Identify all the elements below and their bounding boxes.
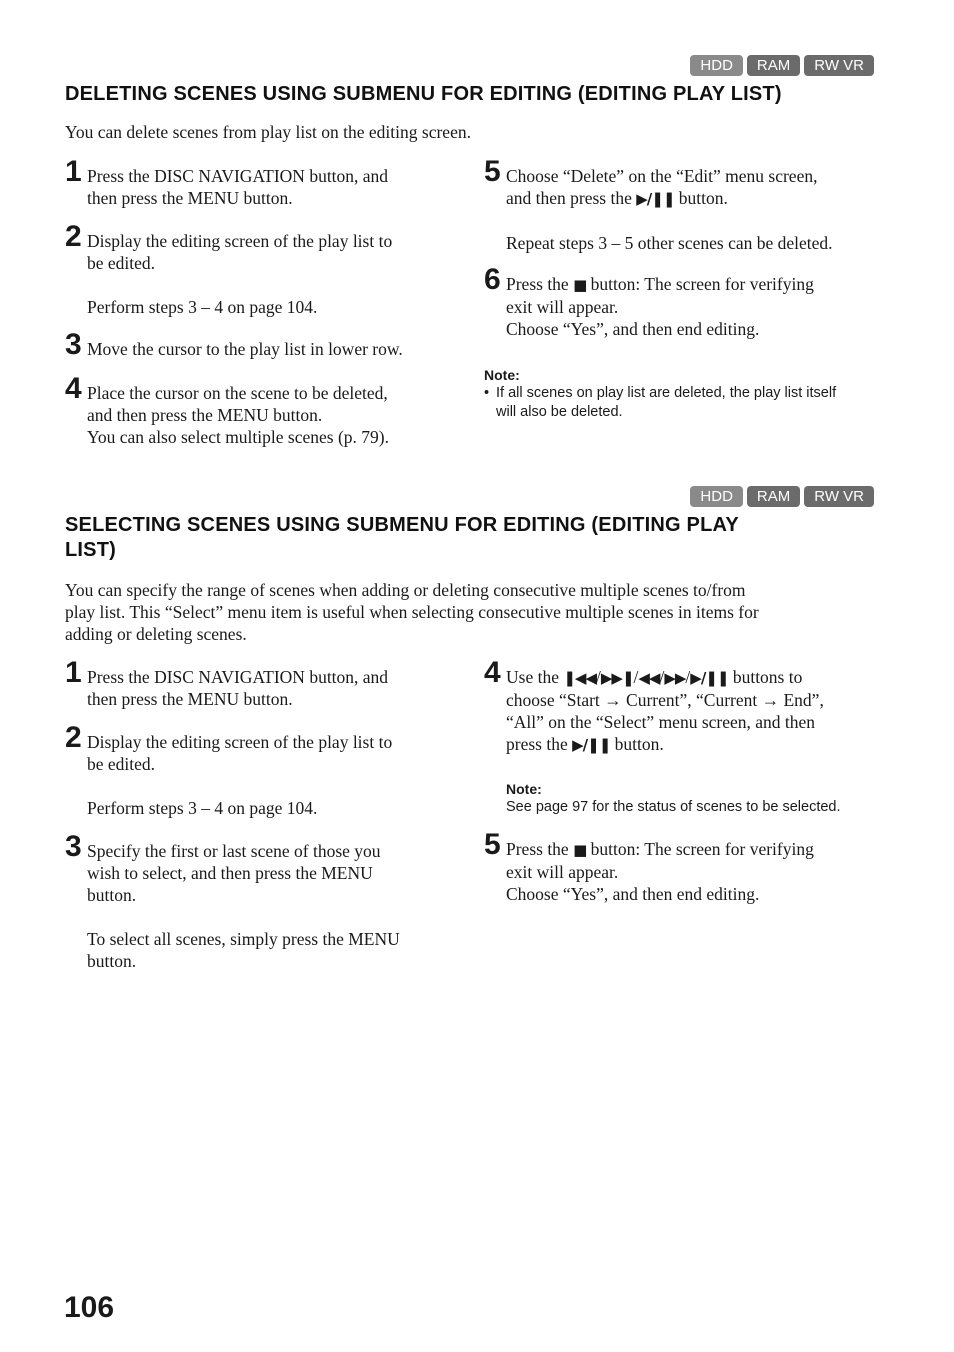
step-4 [65, 372, 465, 448]
note-title: Note: [484, 367, 520, 383]
step-3 [65, 830, 465, 972]
note-text: will also be deleted. [496, 404, 623, 420]
step-number: 4 [484, 656, 501, 689]
step-text: be edited. [87, 253, 156, 273]
fast-forward-icon: ▶▶ [664, 669, 686, 687]
intro-line: play list. This “Select” menu item is useful when selecting consecutive multiple scenes in items for [65, 602, 759, 622]
section2-intro [65, 579, 865, 645]
step-text: and then press the MENU button. [87, 405, 323, 425]
stop-icon: ■ [573, 841, 587, 859]
step-number: 4 [65, 372, 82, 405]
step-text: button: The screen for verifying [590, 839, 814, 859]
section2-title-line: LIST) [65, 539, 116, 561]
skip-forward-icon: ▶▶❚ [600, 669, 634, 687]
step-text: choose “Start → Current”, “Current → End”, [506, 690, 824, 710]
badge-hdd: HDD [690, 486, 743, 507]
step-text: button. [614, 734, 664, 754]
intro-line: You can specify the range of scenes when adding or deleting consecutive multiple scenes to/from [65, 580, 746, 600]
step-text: be edited. [87, 754, 156, 774]
step-text: Use the [506, 667, 559, 687]
page-number: 106 [64, 1291, 115, 1324]
intro-line: adding or deleting scenes. [65, 624, 247, 644]
badge-ram: RAM [747, 486, 800, 507]
step-2 [65, 721, 465, 819]
step-text: Choose “Yes”, and then end editing. [506, 884, 760, 904]
step-text: Press the [506, 839, 569, 859]
step-text: Press the [506, 274, 569, 294]
slash: / [685, 667, 691, 687]
play-pause-icon: ▶/❚❚ [690, 669, 729, 687]
play-pause-icon: ▶/❚❚ [636, 190, 675, 208]
step-text: then press the MENU button. [87, 689, 293, 709]
section1-title: DELETING SCENES USING SUBMENU FOR EDITING (EDITING PLAY LIST) [65, 83, 782, 105]
note-text: If all scenes on play list are deleted, the play list itself [496, 385, 837, 401]
step-text: Press the DISC NAVIGATION button, and [87, 166, 389, 186]
step-number: 2 [65, 220, 82, 253]
rewind-icon: ◀◀ [638, 669, 660, 687]
step-text: Display the editing screen of the play list to [87, 231, 393, 251]
step-text: press the [506, 734, 568, 754]
step-2 [65, 220, 465, 318]
step-extra: Perform steps 3 – 4 on page 104. [87, 297, 318, 317]
step-3 [65, 328, 465, 361]
step-number: 5 [484, 828, 501, 861]
step-1 [65, 155, 465, 209]
step-number: 1 [65, 656, 82, 689]
step-text: Place the cursor on the scene to be deleted, [87, 383, 388, 403]
step-number: 5 [484, 155, 501, 188]
note-bullet: • [484, 385, 490, 401]
badge-hdd: HDD [690, 55, 743, 76]
step-4 [484, 656, 884, 756]
step-5 [484, 155, 884, 254]
stop-icon: ■ [573, 276, 587, 294]
step-text: Specify the first or last scene of those you [87, 841, 381, 861]
step-text: Display the editing screen of the play list to [87, 732, 393, 752]
step-text: Press the DISC NAVIGATION button, and [87, 667, 389, 687]
slash: / [596, 667, 601, 687]
step-text: wish to select, and then press the MENU [87, 863, 373, 883]
step-text: You can also select multiple scenes (p. 79). [87, 427, 389, 447]
step-number: 2 [65, 721, 82, 754]
step-text: Choose “Yes”, and then end editing. [506, 319, 760, 339]
section2-title-line: SELECTING SCENES USING SUBMENU FOR EDITING (EDITING PLAY [65, 514, 739, 536]
step-extra: Repeat steps 3 – 5 other scenes can be deleted. [506, 233, 833, 253]
step-number: 3 [65, 830, 82, 863]
badge-ram: RAM [747, 55, 800, 76]
badge-rw-vr: RW VR [804, 55, 874, 76]
step-text: Choose “Delete” on the “Edit” menu screen, [506, 166, 818, 186]
step-text: exit will appear. [506, 297, 619, 317]
step-text: and then press the [506, 188, 632, 208]
step-text: Move the cursor to the play list in lower row. [87, 339, 403, 359]
step-text: “All” on the “Select” menu screen, and then [506, 712, 816, 732]
step-text: button: The screen for verifying [590, 274, 814, 294]
step-number: 3 [65, 328, 82, 361]
note-body: See page 97 for the status of scenes to be selected. [506, 799, 841, 815]
slash: / [633, 667, 639, 687]
step-number: 1 [65, 155, 82, 188]
step-text: then press the MENU button. [87, 188, 293, 208]
slash: / [659, 667, 665, 687]
step-5 [484, 828, 884, 905]
step-text: button. [87, 885, 137, 905]
step-text: exit will appear. [506, 862, 619, 882]
media-badges-2 [690, 486, 874, 507]
note-title: Note: [506, 781, 542, 797]
step-extra: button. [87, 951, 137, 971]
step-extra: Perform steps 3 – 4 on page 104. [87, 798, 318, 818]
skip-back-icon: ❚◀◀ [563, 669, 596, 687]
section1-intro: You can delete scenes from play list on the editing screen. [65, 122, 471, 142]
step-extra: To select all scenes, simply press the MENU [87, 929, 400, 949]
badge-rw-vr: RW VR [804, 486, 874, 507]
step-6 [484, 263, 884, 340]
step-number: 6 [484, 263, 501, 296]
step-text: buttons to [732, 667, 803, 687]
step-text: button. [678, 188, 728, 208]
note-body [484, 384, 884, 422]
media-badges-1 [690, 55, 874, 76]
play-pause-icon: ▶/❚❚ [572, 736, 611, 754]
section2-title [65, 513, 739, 563]
step-1 [65, 656, 465, 710]
